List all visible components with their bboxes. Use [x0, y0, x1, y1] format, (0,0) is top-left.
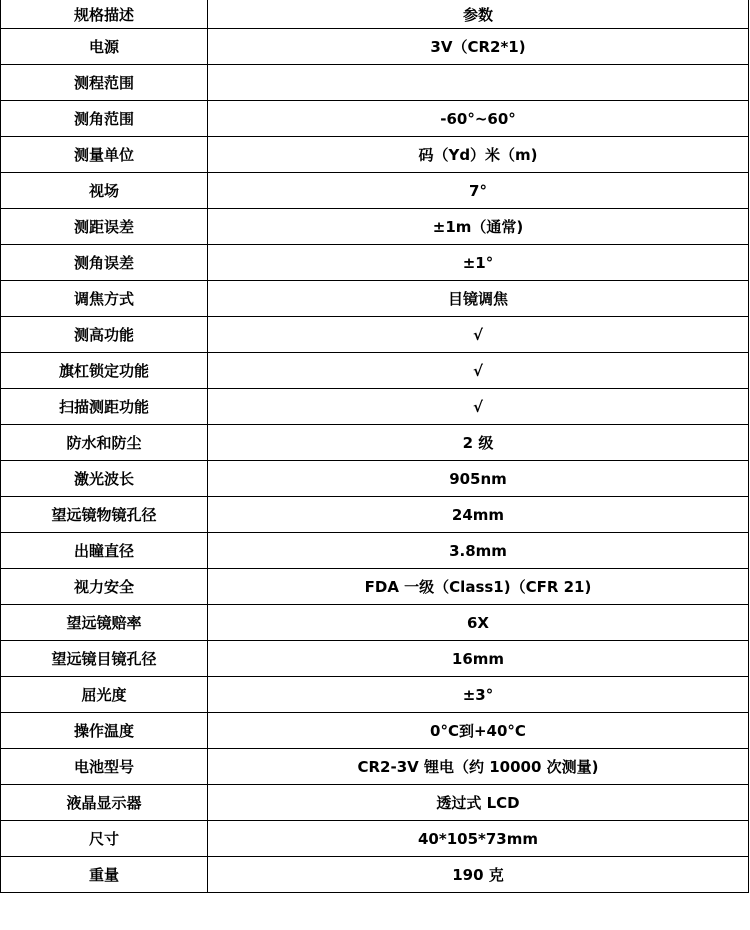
table-row [1, 389, 749, 425]
row-value: ±1° [208, 245, 749, 281]
table-row [1, 65, 749, 101]
row-label: 测高功能 [1, 317, 208, 353]
table-row [1, 137, 749, 173]
header-parameter: 参数 [208, 0, 749, 29]
table-row [1, 317, 749, 353]
table-row [1, 749, 749, 785]
row-label: 扫描测距功能 [1, 389, 208, 425]
row-value: √ [208, 353, 749, 389]
table-row [1, 569, 749, 605]
row-label: 重量 [1, 857, 208, 893]
row-label: 测角范围 [1, 101, 208, 137]
row-value: 3V（CR2*1) [208, 29, 749, 65]
table-row [1, 101, 749, 137]
row-label: 视力安全 [1, 569, 208, 605]
row-value: 2 级 [208, 425, 749, 461]
row-label: 旗杠锁定功能 [1, 353, 208, 389]
table-row [1, 677, 749, 713]
row-value: 7° [208, 173, 749, 209]
row-value: 40*105*73mm [208, 821, 749, 857]
row-label: 测量单位 [1, 137, 208, 173]
row-label: 液晶显示器 [1, 785, 208, 821]
row-value: 16mm [208, 641, 749, 677]
row-value: 目镜调焦 [208, 281, 749, 317]
table-row [1, 245, 749, 281]
row-value: 透过式 LCD [208, 785, 749, 821]
row-label: 望远镜物镜孔径 [1, 497, 208, 533]
table-row [1, 281, 749, 317]
row-label: 测角误差 [1, 245, 208, 281]
row-label: 测距误差 [1, 209, 208, 245]
row-label: 尺寸 [1, 821, 208, 857]
row-label: 操作温度 [1, 713, 208, 749]
table-row [1, 497, 749, 533]
table-row [1, 641, 749, 677]
row-label: 电池型号 [1, 749, 208, 785]
table-row [1, 461, 749, 497]
row-label: 激光波长 [1, 461, 208, 497]
row-label: 电源 [1, 29, 208, 65]
row-label: 出瞳直径 [1, 533, 208, 569]
row-value: 6X [208, 605, 749, 641]
row-label: 望远镜目镜孔径 [1, 641, 208, 677]
row-value: ±3° [208, 677, 749, 713]
row-label: 调焦方式 [1, 281, 208, 317]
row-value: ±1m（通常) [208, 209, 749, 245]
table-row [1, 713, 749, 749]
row-value: 3.8mm [208, 533, 749, 569]
row-value: √ [208, 389, 749, 425]
row-label: 测程范围 [1, 65, 208, 101]
row-value: √ [208, 317, 749, 353]
row-value: 905nm [208, 461, 749, 497]
table-row [1, 353, 749, 389]
row-label: 视场 [1, 173, 208, 209]
row-value: 24mm [208, 497, 749, 533]
row-label: 屈光度 [1, 677, 208, 713]
row-value: 0°C到+40°C [208, 713, 749, 749]
row-label: 望远镜赔率 [1, 605, 208, 641]
table-header [1, 0, 749, 29]
table-row [1, 821, 749, 857]
table-row [1, 605, 749, 641]
table-row [1, 209, 749, 245]
header-row [1, 0, 749, 29]
row-value: CR2-3V 锂电（约 10000 次测量) [208, 749, 749, 785]
table-row [1, 785, 749, 821]
row-value: 码（Yd）米（m) [208, 137, 749, 173]
row-label: 防水和防尘 [1, 425, 208, 461]
table-row [1, 533, 749, 569]
header-spec-description: 规格描述 [1, 0, 208, 29]
row-value: FDA 一级（Class1)（CFR 21) [208, 569, 749, 605]
row-value: -60°~60° [208, 101, 749, 137]
table-row [1, 857, 749, 893]
table-row [1, 29, 749, 65]
table-body [1, 29, 749, 893]
row-value [208, 65, 749, 101]
table-row [1, 425, 749, 461]
row-value: 190 克 [208, 857, 749, 893]
table-row [1, 173, 749, 209]
